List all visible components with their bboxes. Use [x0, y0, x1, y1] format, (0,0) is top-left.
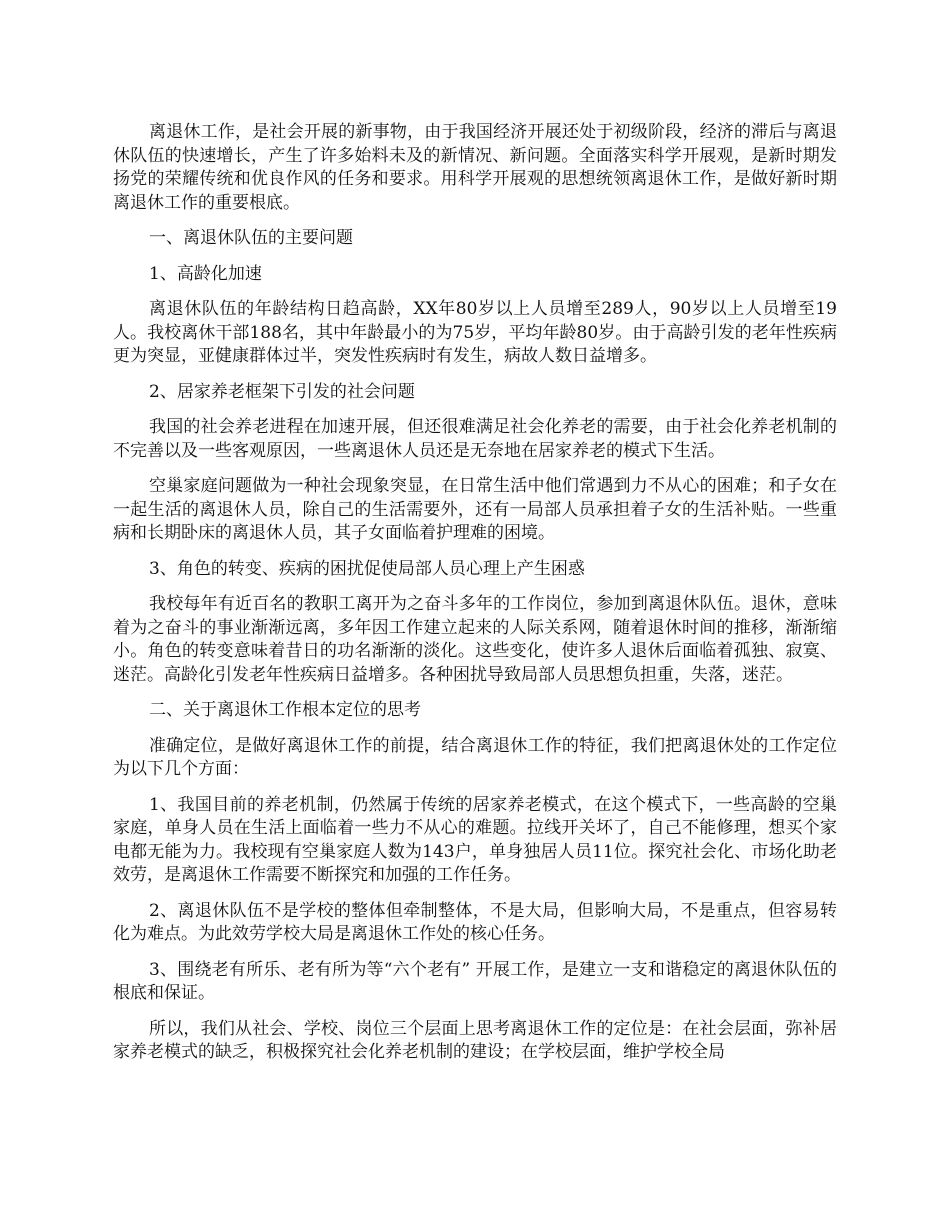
- paragraph-home-care: 我国的社会养老进程在加速开展，但还很难满足社会化养老的需要，由于社会化养老机制的不完善以及一些客观原因，一些离退休人员还是无奈地在居家养老的模式下生活。: [113, 417, 837, 461]
- section-heading-1: 一、离退休队伍的主要问题: [149, 228, 353, 248]
- subheading-1-1: 1、高龄化加速: [149, 263, 262, 284]
- paragraph-point-1: 1、我国目前的养老机制，仍然属于传统的居家养老模式，在这个模式下，一些高龄的空巢家庭，单身人员在生活上面临着一些力不从心的难题。拉线开关坏了，自己不能修理，想买个家电都无能为力。我校现有空巢家庭人数为143户，单身独居人员11位。探究社会化、市场化助老效劳，是离退休工作需要不断探究和加强的工作任务。: [113, 794, 837, 885]
- document-body: [113, 121, 837, 1077]
- paragraph-aging: 离退休队伍的年龄结构日趋高龄，XX年80岁以上人员增至289人，90岁以上人员增至19人。我校离休干部188名，其中年龄最小的为75岁，平均年龄80岁。由于高龄引发的老年性疾病更为突显，亚健康群体过半，突发性疾病时有发生，病故人数日益增多。: [113, 299, 837, 366]
- subheading-1-3: 3、角色的转变、疾病的困扰促使局部人员心理上产生困惑: [149, 558, 585, 579]
- paragraph-positioning: 准确定位，是做好离退休工作的前提，结合离退休工作的特征，我们把离退休处的工作定位为以下几个方面：: [113, 735, 837, 779]
- paragraph-conclusion: 所以，我们从社会、学校、岗位三个层面上思考离退休工作的定位是：在社会层面，弥补居家养老模式的缺乏，积极探究社会化养老机制的建设；在学校层面，维护学校全局: [113, 1018, 837, 1062]
- paragraph-empty-nest: 空巢家庭问题做为一种社会现象突显，在日常生活中他们常遇到力不从心的困难；和子女在一起生活的离退休人员，除自己的生活需要外，还有一局部人员承担着子女的生活补贴。一些重病和长期卧床的离退休人员，其子女面临着护理难的困境。: [113, 476, 837, 543]
- subheading-1-2: 2、居家养老框架下引发的社会问题: [149, 381, 415, 402]
- paragraph-point-2: 2、离退休队伍不是学校的整体但牵制整体，不是大局，但影响大局，不是重点，但容易转化为难点。为此效劳学校大局是离退休工作处的核心任务。: [113, 900, 837, 944]
- section-heading-2: 二、关于离退休工作根本定位的思考: [149, 700, 421, 720]
- paragraph-point-3: 3、围绕老有所乐、老有所为等“六个老有” 开展工作，是建立一支和谐稳定的离退休队伍的根底和保证。: [113, 959, 837, 1003]
- paragraph-intro: 离退休工作，是社会开展的新事物，由于我国经济开展还处于初级阶段，经济的滞后与离退休队伍的快速增长，产生了许多始料未及的新情况、新问题。全面落实科学开展观，是新时期发扬党的荣耀传统和优良作风的任务和要求。用科学开展观的思想统领离退休工作，是做好新时期离退休工作的重要根底。: [113, 122, 837, 213]
- paragraph-role-change: 我校每年有近百名的教职工离开为之奋斗多年的工作岗位，参加到离退休队伍。退休，意味着为之奋斗的事业渐渐远离，多年因工作建立起来的人际关系网，随着退休时间的推移，渐渐缩小。角色的转变意味着昔日的功名渐渐的淡化。这些变化，使许多人退休后面临着孤独、寂寞、迷茫。高龄化引发老年性疾病日益增多。各种困扰导致局部人员思想负担重，失落，迷茫。: [113, 594, 837, 685]
